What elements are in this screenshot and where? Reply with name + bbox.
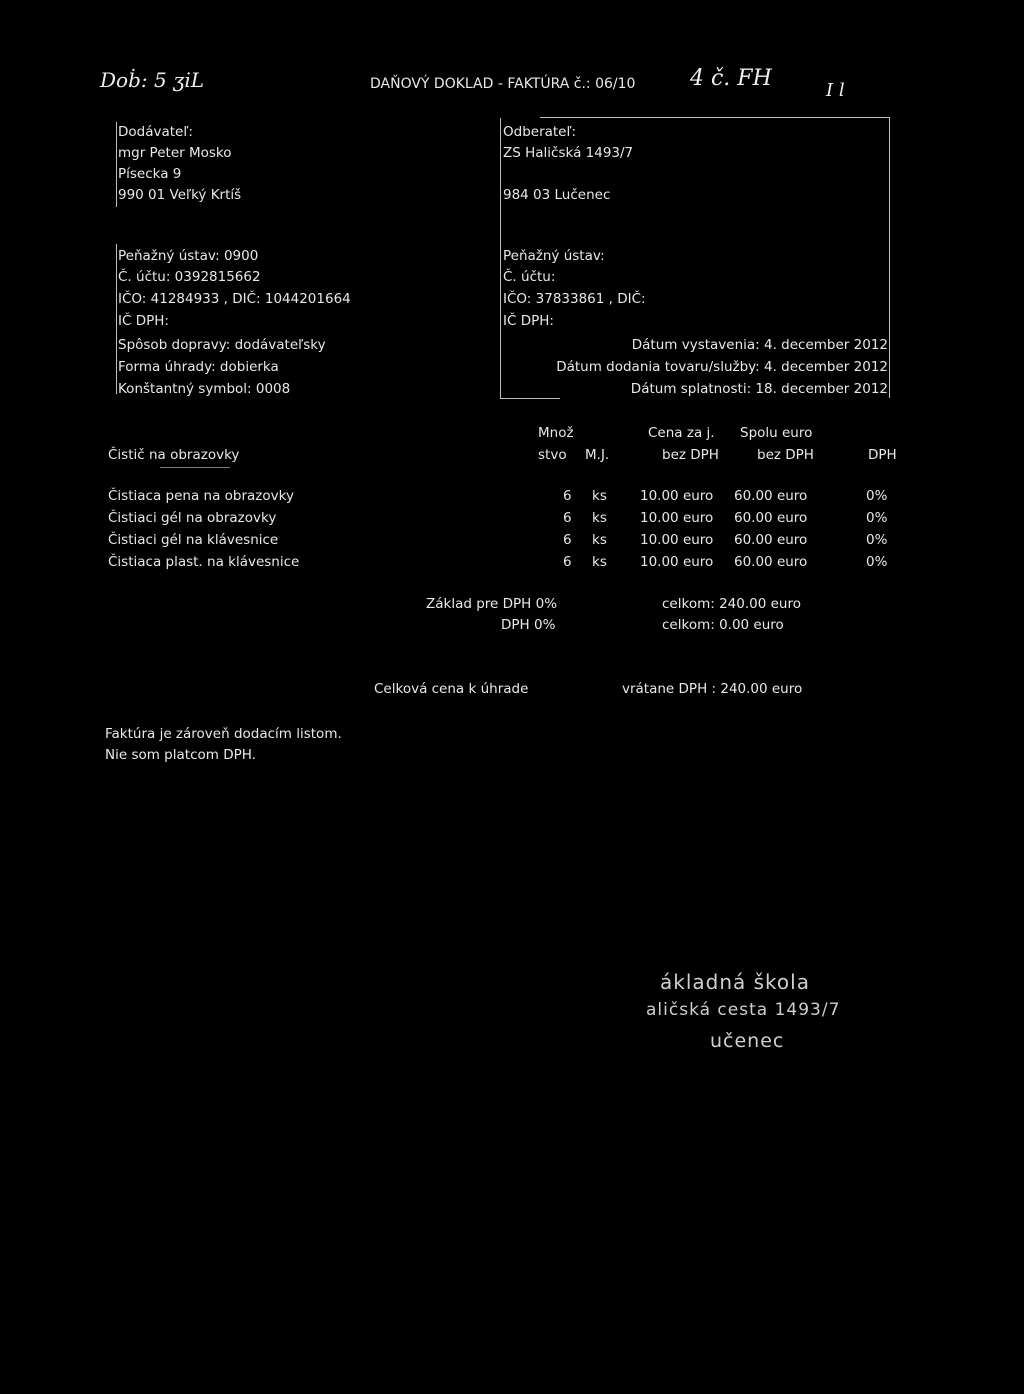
row-vat: 0% — [866, 554, 888, 570]
supplier-ico-dic: IČO: 41284933 , DIČ: 1044201664 — [118, 291, 351, 307]
total-value: vrátane DPH : 240.00 euro — [622, 681, 803, 697]
row-unit: ks — [592, 532, 607, 548]
header-qty-bottom: stvo — [538, 447, 567, 463]
customer-name: ZS Haličská 1493/7 — [503, 145, 634, 161]
row-vat: 0% — [866, 532, 888, 548]
customer-label: Odberateľ: — [503, 124, 577, 140]
handwritten-note-right: 4 č. FH — [690, 66, 772, 91]
row-unit: ks — [592, 488, 607, 504]
customer-ic-dph: IČ DPH: — [503, 313, 554, 329]
row-name: Čistiaci gél na klávesnice — [108, 532, 279, 548]
customer-ico-dic: IČO: 37833861 , DIČ: — [503, 291, 646, 307]
row-unit: ks — [592, 510, 607, 526]
supplier-city: 990 01 Veľký Krtíš — [118, 187, 242, 203]
supplier-account: Č. účtu: 0392815662 — [118, 269, 261, 285]
summary-vat-value: celkom: 0.00 euro — [662, 617, 784, 633]
top-border-line — [540, 117, 890, 118]
handwritten-marks: I l — [826, 80, 845, 101]
bottom-border-line — [500, 398, 560, 399]
summary-vat-label: DPH 0% — [501, 617, 556, 633]
row-name: Čistiaca plast. na klávesnice — [108, 554, 300, 570]
supplier-ic-dph: IČ DPH: — [118, 313, 169, 329]
section-title: Čistič na obrazovky — [108, 447, 240, 463]
stamp-line-3: učenec — [710, 1030, 785, 1052]
section-underline — [160, 467, 230, 468]
row-price: 10.00 euro — [640, 554, 714, 570]
supplier-bank: Peňažný ústav: 0900 — [118, 248, 259, 264]
row-vat: 0% — [866, 488, 888, 504]
supplier-street: Písecka 9 — [118, 166, 182, 182]
row-qty: 6 — [563, 554, 572, 570]
date-delivered: Dátum dodania tovaru/služby: 4. december 2012 — [556, 359, 888, 375]
supplier-payment: Forma úhrady: dobierka — [118, 359, 279, 375]
summary-base-label: Základ pre DPH 0% — [426, 596, 558, 612]
row-unit: ks — [592, 554, 607, 570]
row-price: 10.00 euro — [640, 510, 714, 526]
supplier-transport: Spôsob dopravy: dodávateľsky — [118, 337, 326, 353]
handwritten-note-left: Doḃ: 5 ʒiL — [100, 68, 205, 92]
header-unit: M.J. — [585, 447, 610, 463]
row-vat: 0% — [866, 510, 888, 526]
header-total-bottom: bez DPH — [757, 447, 814, 463]
total-label: Celková cena k úhrade — [374, 681, 529, 697]
summary-base-value: celkom: 240.00 euro — [662, 596, 801, 612]
note-vat-status: Nie som platcom DPH. — [105, 747, 256, 763]
customer-city: 984 03 Lučenec — [503, 187, 611, 203]
right-border-line — [889, 118, 890, 398]
left-marker-line — [116, 122, 117, 207]
date-due: Dátum splatnosti: 18. december 2012 — [630, 381, 888, 397]
middle-divider-line — [500, 118, 501, 398]
row-name: Čistiaca pena na obrazovky — [108, 488, 294, 504]
row-total: 60.00 euro — [734, 510, 808, 526]
customer-account: Č. účtu: — [503, 269, 556, 285]
note-delivery: Faktúra je zároveň dodacím listom. — [105, 726, 342, 742]
header-total-top: Spolu euro — [740, 425, 813, 441]
supplier-constant-symbol: Konštantný symbol: 0008 — [118, 381, 291, 397]
header-qty-top: Množ — [538, 425, 574, 441]
row-price: 10.00 euro — [640, 488, 714, 504]
header-price-bottom: bez DPH — [662, 447, 719, 463]
date-issued: Dátum vystavenia: 4. december 2012 — [631, 337, 888, 353]
row-qty: 6 — [563, 488, 572, 504]
stamp-line-2: aličská cesta 1493/7 — [646, 1000, 841, 1020]
supplier-label: Dodávateľ: — [118, 124, 193, 140]
row-total: 60.00 euro — [734, 488, 808, 504]
header-price-top: Cena za j. — [648, 425, 715, 441]
row-name: Čistiaci gél na obrazovky — [108, 510, 277, 526]
customer-bank: Peňažný ústav: — [503, 248, 605, 264]
row-total: 60.00 euro — [734, 554, 808, 570]
supplier-name: mgr Peter Mosko — [118, 145, 232, 161]
row-qty: 6 — [563, 532, 572, 548]
row-qty: 6 — [563, 510, 572, 526]
left-marker-line-2 — [116, 244, 117, 394]
header-vat: DPH — [868, 447, 897, 463]
document-title: DAŇOVÝ DOKLAD - FAKTÚRA č.: 06/10 — [370, 76, 636, 92]
row-price: 10.00 euro — [640, 532, 714, 548]
stamp-line-1: ákladná škola — [660, 970, 810, 994]
row-total: 60.00 euro — [734, 532, 808, 548]
